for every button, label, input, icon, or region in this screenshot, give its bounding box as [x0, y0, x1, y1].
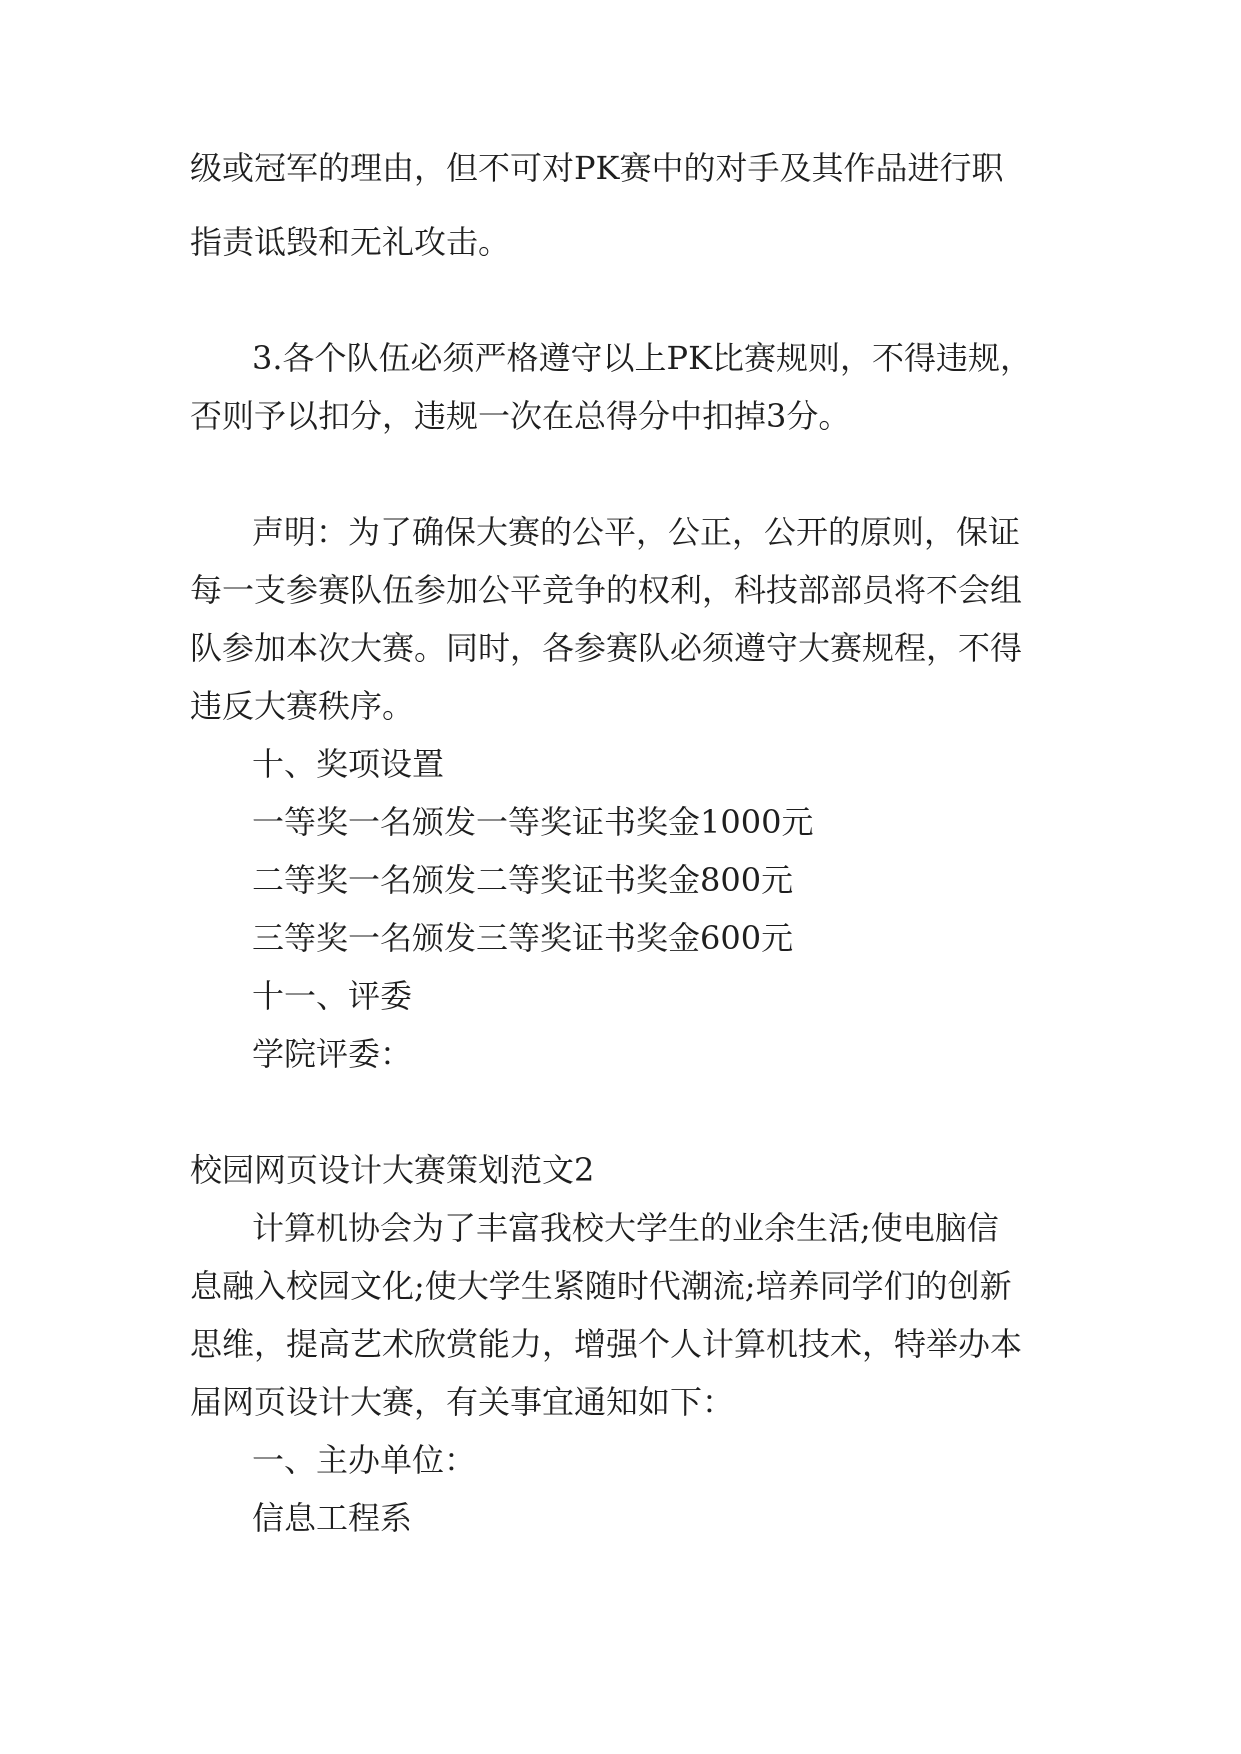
award-line: 一等奖一名颁发一等奖证书奖金1000元	[252, 803, 814, 841]
paragraph-line: 违反大赛秩序。	[190, 687, 415, 725]
section-heading: 十一、评委	[252, 977, 413, 1015]
paragraph-line: 队参加本次大赛。同时，各参赛队必须遵守大赛规程，不得	[190, 629, 1023, 667]
paragraph-line: 思维，提高艺术欣赏能力，增强个人计算机技术，特举办本	[190, 1325, 1023, 1363]
paragraph-line: 级或冠军的理由，但不可对PK赛中的对手及其作品进行职	[190, 149, 1004, 187]
paragraph-line: 每一支参赛队伍参加公平竞争的权利，科技部部员将不会组	[190, 571, 1023, 609]
intro-line: 计算机协会为了丰富我校大学生的业余生活;使电脑信	[252, 1209, 999, 1247]
paragraph-line: 指责诋毁和无礼攻击。	[190, 223, 511, 261]
paragraph-line: 否则予以扣分，违规一次在总得分中扣掉3分。	[190, 397, 851, 435]
paragraph-line: 息融入校园文化;使大学生紧随时代潮流;培养同学们的创新	[190, 1267, 1012, 1305]
rule-3-line: 3.各个队伍必须严格遵守以上PK比赛规则，不得违规，	[252, 339, 1032, 377]
paragraph-line: 信息工程系	[252, 1499, 413, 1537]
paragraph-line: 学院评委：	[252, 1035, 413, 1073]
paragraph-line: 届网页设计大赛，有关事宜通知如下：	[190, 1383, 735, 1421]
statement-line: 声明：为了确保大赛的公平，公正，公开的原则，保证	[252, 513, 1021, 551]
section-heading: 一、主办单位：	[252, 1441, 477, 1479]
section-heading: 十、奖项设置	[252, 745, 445, 783]
article-title: 校园网页设计大赛策划范文2	[190, 1151, 595, 1189]
award-line: 三等奖一名颁发三等奖证书奖金600元	[252, 919, 794, 957]
award-line: 二等奖一名颁发二等奖证书奖金800元	[252, 861, 794, 899]
